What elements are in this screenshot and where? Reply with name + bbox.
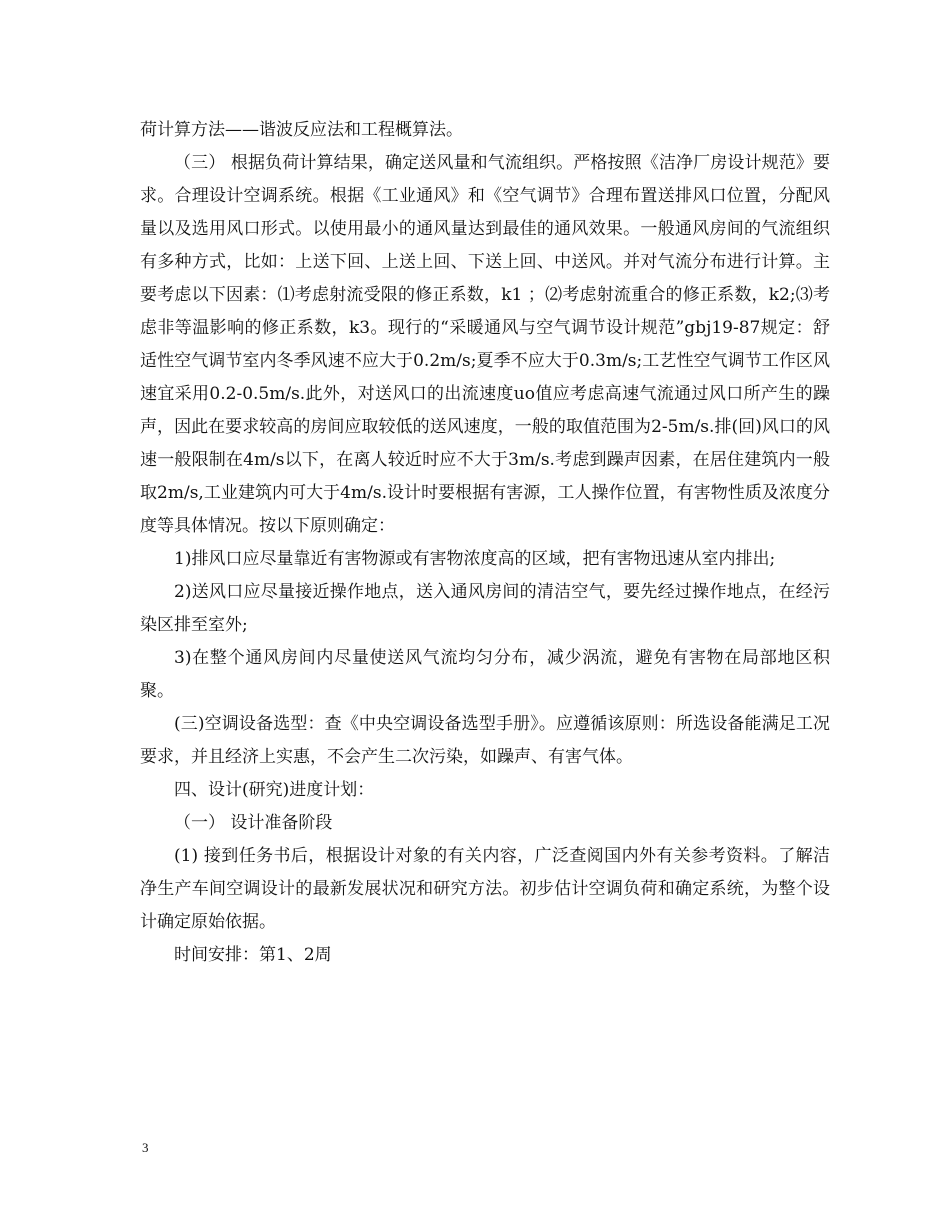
paragraph-10: 时间安排：第1、2周 <box>174 945 332 965</box>
paragraph-2: （三） 根据负荷计算结果，确定送风量和气流组织。严格按照《洁净厂房设计规范》要求。合理设计空调系统。根据《工业通风》和《空气调节》合理布置送排风口位置，分配风量以及选用风口形式。以使用最小的通风量达到最佳的通风效果。一般通风房间的气流组织有多种方式，比如：上送下回、上送上回、下送上回、中送风。并对气流分布进行计算。主要考虑以下因素：⑴考虑射流受限的修正系数，k1 ；⑵考虑射流重合的修正系数，k2;⑶考虑非等温影响的修正系数，k3。现行的“采暖通风与空气调节设计规范”gbj19-87规定：舒适性空气调节室内冬季风速不应大于0.2m/s;夏季不应大于0.3m/s;工艺性空气调节工作区风速宜采用0.2-0.5m/s.此外，对送风口的出流速度uo值应考虑高速气流通过风口所产生的躁声，因此在要求较高的房间应取较低的送风速度，一般的取值范围为2-5m/s.排(回)风口的风速一般限制在4m/s以下，在离人较近时应不大于3m/s.考虑到躁声因素，在居住建筑内一般取2m/s,工业建筑内可大于4m/s.设计时要根据有害源，工人操作位置，有害物性质及浓度分度等具体情况。按以下原则确定： <box>140 153 830 536</box>
paragraph-4: 2)送风口应尽量接近操作地点，送入通风房间的清洁空气，要先经过操作地点，在经污染区排至室外; <box>140 582 830 635</box>
paragraph-6: (三)空调设备选型：查《中央空调设备选型手册》。应遵循该原则：所选设备能满足工况要求，并且经济上实惠，不会产生二次污染，如躁声、有害气体。 <box>140 714 830 767</box>
paragraph-7: 四、设计(研究)进度计划： <box>174 780 375 800</box>
document-body <box>140 114 830 972</box>
paragraph-8: （一） 设计准备阶段 <box>174 813 333 833</box>
paragraph-5: 3)在整个通风房间内尽量使送风气流均匀分布，减少涡流，避免有害物在局部地区积聚。 <box>140 648 830 701</box>
paragraph-9: (1) 接到任务书后，根据设计对象的有关内容，广泛查阅国内外有关参考资料。了解洁净生产车间空调设计的最新发展状况和研究方法。初步估计空调负荷和确定系统，为整个设计确定原始依据。 <box>140 846 830 932</box>
paragraph-1: 荷计算方法——谐波反应法和工程概算法。 <box>140 120 463 140</box>
paragraph-3: 1)排风口应尽量靠近有害物源或有害物浓度高的区域，把有害物迅速从室内排出; <box>174 549 776 569</box>
page-number: 3 <box>142 1140 149 1155</box>
